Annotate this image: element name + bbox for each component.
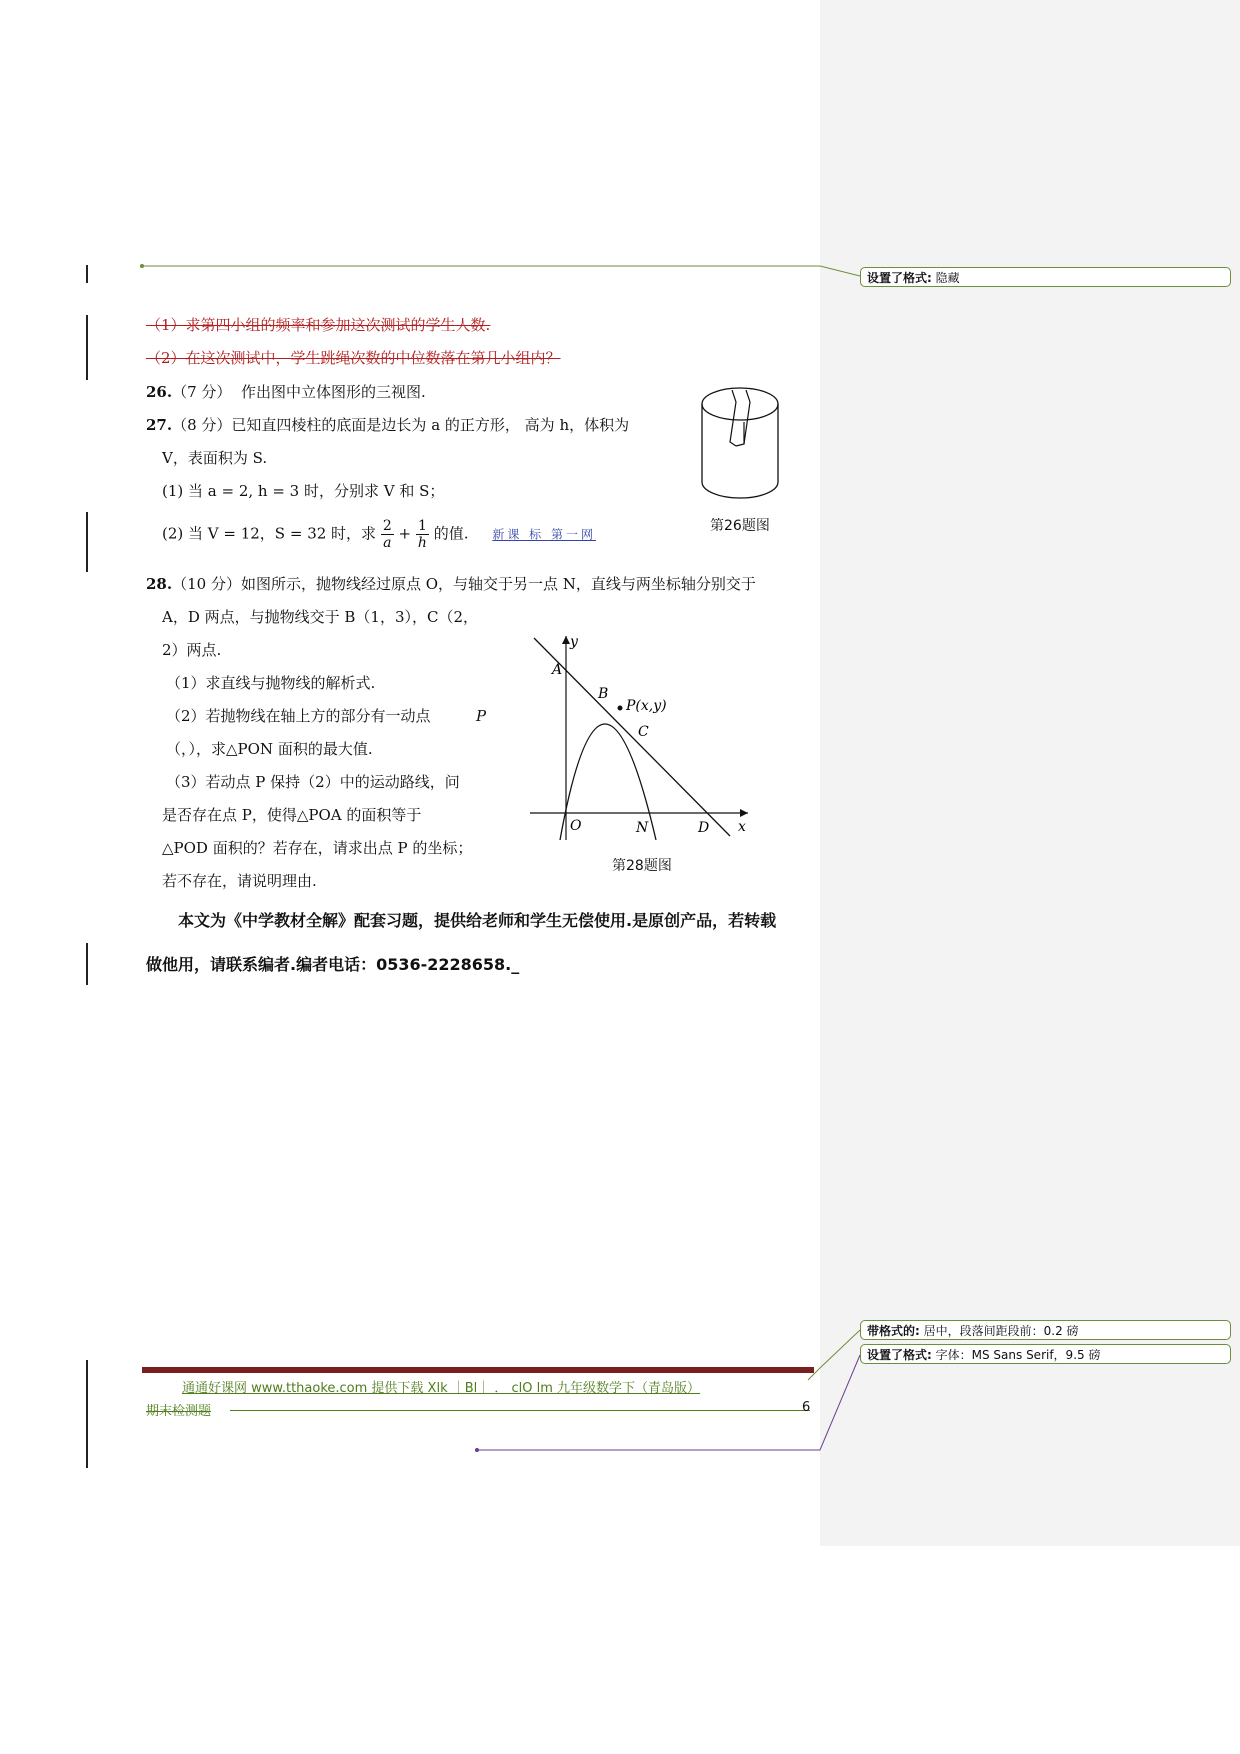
figure-26-cylinder [692,382,792,512]
label-c: C [638,724,649,740]
balloon-value: 隐藏 [935,271,960,285]
footer-title: 期末检测题 [146,1404,212,1419]
question-26 [146,382,426,402]
label-n: N [636,820,649,836]
question-27-line-2: V，表面积为 S. [162,449,268,467]
label-o: O [570,818,582,834]
footer-bar [142,1367,814,1373]
deleted-line-2: （2）在这次测试中，学生跳绳次数的中位数落在第几小组内？ [146,349,561,367]
balloon-label: 设置了格式: [867,271,932,285]
copyright-note-line-2: 做他用，请联系编者.编者电话：0536-2228658._ [146,955,520,974]
balloon-label: 带格式的: [867,1324,920,1338]
question-number: 26. [146,383,173,401]
copyright-note-line-1: 本文为《中学教材全解》配套习题，提供给老师和学生无偿使用.是原创产品，若转载 [178,911,777,930]
label-d: D [698,820,710,836]
label-x: x [738,819,746,835]
label-a: A [552,662,563,678]
question-27-part-2 [162,518,596,551]
plus-sign: + [398,524,412,543]
question-points: （7 分） [172,383,232,401]
question-28-sub-2a: （2）若抛物线在轴上方的部分有一动点 [166,707,431,725]
question-27-part-1: (1) 当 a = 2, h = 3 时，分别求 V 和 S； [162,482,445,500]
fraction-2-over-a [381,518,394,551]
balloon-value: 字体：MS Sans Serif，9.5 磅 [935,1348,1101,1362]
label-p: P(x,y) [626,698,667,714]
fraction-denominator: h [417,535,427,551]
deleted-line-1: （1）求第四小组的频率和参加这次测试的学生人数. [146,316,491,334]
question-28-sub-3c: △POD 面积的？若存在，请求出点 P 的坐标； [162,839,473,857]
question-text: 如图所示，抛物线经过原点 O，与轴交于另一点 N，直线与两坐标轴分别交于 [240,575,756,593]
balloon-label: 设置了格式: [867,1348,932,1362]
question-number: 27. [146,416,173,434]
question-28-sub-3d: 若不存在，请说明理由. [162,872,317,890]
question-28-line-1 [146,574,756,594]
question-text: 作出图中立体图形的三视图. [240,383,426,401]
footer-source-line[interactable]: 通通好课网 www.tthaoke.com 提供下载 Xlk ｜Bl｜ ． clO lm 九年级数学下（青岛版） [182,1381,701,1396]
figure-28-graph [530,628,755,843]
question-28-sub-1: （1）求直线与抛物线的解析式. [166,674,376,692]
part-text: 的值. [433,524,469,543]
format-balloon-font[interactable] [860,1344,1231,1364]
question-28-line-2: A，D 两点，与抛物线交于 B（1，3），C（2， [162,608,479,626]
figure-28-caption: 第28题图 [612,858,672,874]
question-28-sub-3b: 是否存在点 P，使得△POA 的面积等于 [162,806,422,824]
question-28-sub-3a: （3）若动点 P 保持（2）中的运动路线，问 [166,773,460,791]
fraction-numerator: 2 [382,518,392,534]
format-balloon-hidden[interactable] [860,267,1231,287]
question-points: （8 分） [172,416,232,434]
label-y: y [570,634,578,650]
balloon-value: 居中，段落间距段前：0.2 磅 [923,1324,1079,1338]
question-text: 已知直四棱柱的底面是边长为 a 的正方形， 高为 h，体积为 [231,416,630,434]
question-points: （10 分） [172,575,241,593]
website-link[interactable]: 新课 标 第一网 [492,527,596,542]
fraction-1-over-h [416,518,429,551]
question-number: 28. [146,575,173,593]
label-b: B [598,686,609,702]
fraction-denominator: a [383,535,392,551]
question-28-sub-2b: （，），求△PON 面积的最大值. [166,740,373,758]
question-27-line-1 [146,415,629,435]
fraction-numerator: 1 [416,518,429,535]
part-text: (2) 当 V = 12，S = 32 时，求 [162,524,377,543]
figure-26-caption: 第26题图 [710,518,770,534]
footer-underline [230,1410,810,1411]
question-28-sub-2-p: P [476,707,487,725]
format-balloon-centered[interactable] [860,1320,1231,1340]
page-number: 6 [802,1400,811,1415]
question-28-line-3: 2）两点. [162,641,222,659]
